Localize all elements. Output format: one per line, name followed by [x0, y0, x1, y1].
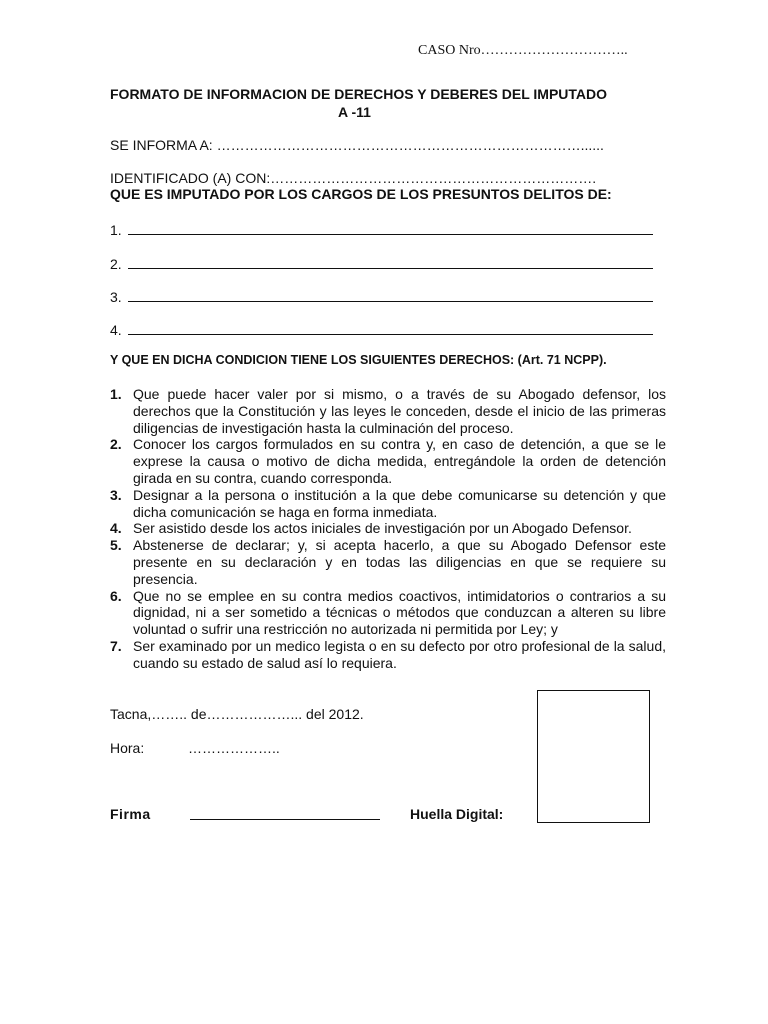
charge-number: 1.	[110, 222, 122, 238]
item-number: 3.	[110, 486, 122, 503]
item-number: 2.	[110, 436, 122, 453]
charge-line-3	[110, 289, 653, 305]
charge-line-2	[110, 256, 653, 272]
rights-list	[110, 386, 666, 672]
informed-person-field: SE INFORMA A: ……………………………………………………………………......	[110, 137, 604, 153]
charge-blank	[128, 258, 653, 269]
time-label: Hora:	[110, 740, 145, 756]
case-number: CASO Nro…………………………..	[418, 43, 628, 58]
item-text: Ser examinado por un medico legista o en su defecto por otro profesional de la salud, cuando su estado de salud así lo requiera.	[133, 637, 666, 671]
item-text: Designar a la persona o institución a la que debe comunicarse su detención y que dicha comunicación se haga en forma inmediata.	[133, 486, 666, 520]
list-item	[110, 386, 666, 436]
fingerprint-label: Huella Digital:	[410, 806, 504, 822]
charge-line-4	[110, 322, 653, 338]
charge-number: 4.	[110, 322, 122, 338]
charge-blank	[128, 324, 653, 335]
item-number: 6.	[110, 587, 122, 604]
charge-line-1	[110, 222, 653, 238]
identification-field: IDENTIFICADO (A) CON:…………………………………………………………….	[110, 170, 597, 186]
signature-label: Firma	[110, 806, 151, 822]
charge-number: 2.	[110, 256, 122, 272]
item-text: Que puede hacer valer por si mismo, o a través de su Abogado defensor, los derechos que la Constitución y las leyes le conceden, desde el inicio de las primeras diligencias de investigación hasta la culminación del proceso.	[133, 386, 666, 436]
signature-line	[190, 803, 380, 820]
list-item	[110, 588, 666, 638]
time-blank: ………………..	[188, 740, 280, 756]
charges-heading: QUE ES IMPUTADO POR LOS CARGOS DE LOS PRESUNTOS DELITOS DE:	[110, 186, 612, 202]
list-item	[110, 487, 666, 521]
item-text: Que no se emplee en su contra medios coactivos, intimidatorios o contrarios a su dignidad, ni a ser sometido a técnicas o métodos que conduzcan a alteren su libre voluntad o sufrir una restricción no autorizada ni permitida por Ley; y	[133, 587, 666, 638]
item-number: 4.	[110, 520, 122, 537]
item-number: 5.	[110, 537, 122, 554]
document-code: A -11	[338, 104, 371, 120]
item-text: Conocer los cargos formulados en su contra y, en caso de detención, a que se le exprese la causa o motivo de dicha medida, entregándole la orden de detención girada en su contra, cuando corresponda.	[133, 436, 666, 486]
item-number: 1.	[110, 386, 122, 402]
list-item	[110, 537, 666, 587]
rights-heading: Y QUE EN DICHA CONDICION TIENE LOS SIGUIENTES DERECHOS: (Art. 71 NCPP).	[110, 353, 607, 367]
item-number: 7.	[110, 637, 122, 654]
charge-blank	[128, 224, 653, 235]
place-date-line: Tacna,…….. de………………... del 2012.	[110, 706, 364, 722]
list-item	[110, 520, 666, 537]
list-item	[110, 638, 666, 672]
fingerprint-box	[537, 690, 650, 823]
charge-number: 3.	[110, 289, 122, 305]
document-title: FORMATO DE INFORMACION DE DERECHOS Y DEBERES DEL IMPUTADO	[110, 86, 608, 102]
charge-blank	[128, 291, 653, 302]
item-text: Ser asistido desde los actos iniciales de investigación por un Abogado Defensor.	[133, 520, 632, 537]
item-text: Abstenerse de declarar; y, si acepta hacerlo, a que su Abogado Defensor este presente en su declaración y en todas las diligencias en que se requiere su presencia.	[133, 537, 666, 587]
list-item	[110, 436, 666, 486]
